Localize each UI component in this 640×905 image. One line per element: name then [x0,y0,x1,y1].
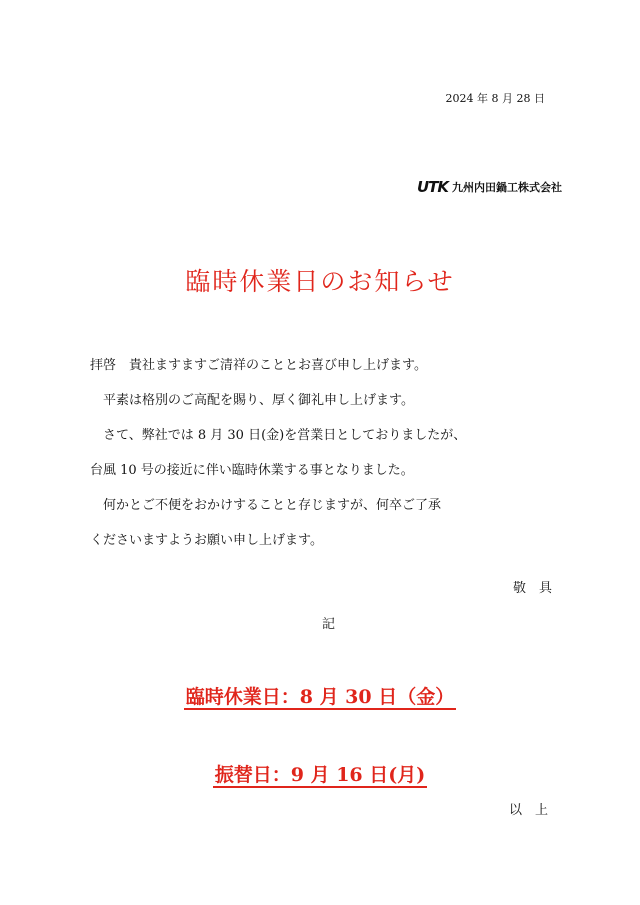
paragraph-line: 平素は格別のご高配を賜り、厚く御礼申し上げます。 [103,393,414,408]
paragraph-line: くださいますようお願い申し上げます。 [90,533,323,548]
company-logo-mark: UTK [416,178,448,196]
closing-ijou: 以 上 [508,803,548,818]
company-logo [417,178,562,196]
notice-body [90,348,570,558]
notice-title: 臨時休業日のお知らせ [185,267,455,296]
document-date: 2024 年 8 月 28 日 [445,92,545,105]
substitute-day-text: 振替日：9 月 16 日(月) [214,764,426,786]
ki-marker: 記 [322,617,336,632]
paragraph-line: 台風 10 号の接近に伴い臨時休業する事となりました。 [90,463,414,478]
paragraph-line: 拝啓 貴社ますますご清祥のこととお喜び申し上げます。 [90,358,427,373]
substitute-day [0,760,640,787]
closure-day [0,682,640,709]
paragraph-line: 何かとご不便をおかけすることと存じますが、何卒ご了承 [103,498,442,513]
paragraph-line: さて、弊社では 8 月 30 日(金)を営業日としておりましたが、 [103,428,467,443]
closure-day-text: 臨時休業日：8 月 30 日（金） [185,686,455,708]
company-name: 九州内田鍋工株式会社 [452,181,562,194]
closing-keigu: 敬 具 [512,581,552,596]
